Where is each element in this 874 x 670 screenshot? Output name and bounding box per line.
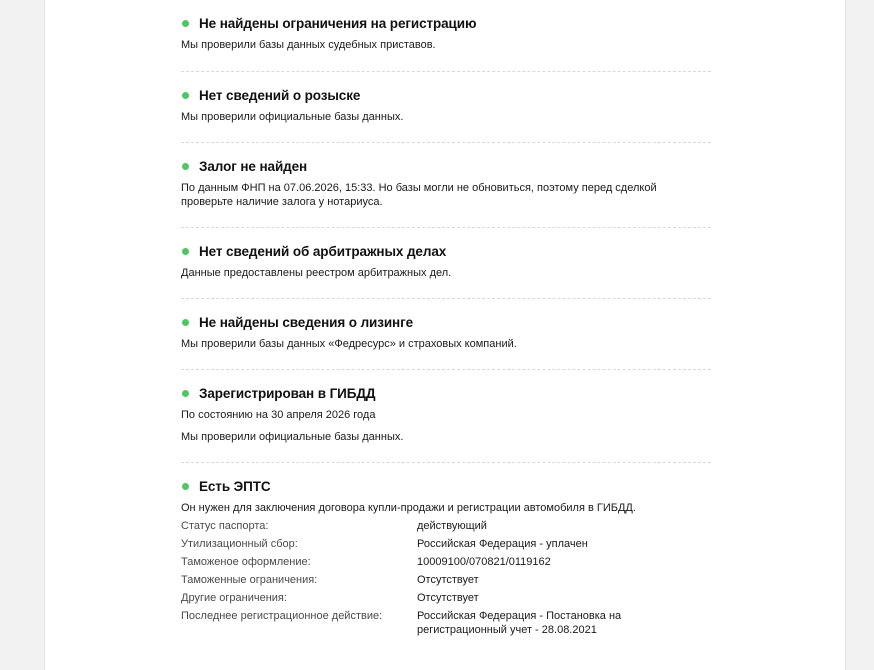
detail-value: Российская Федерация - уплачен xyxy=(417,538,588,550)
status-dot-icon xyxy=(182,163,189,170)
detail-value: Отсутствует xyxy=(417,574,479,586)
check-title: Не найдены сведения о лизинге xyxy=(199,314,414,330)
detail-key: Последнее регистрационное действие: xyxy=(181,610,383,622)
check-title: Нет сведений о розыске xyxy=(199,87,361,103)
detail-key: Другие ограничения: xyxy=(181,592,287,604)
epts-detail-row xyxy=(181,537,711,551)
check-pledge xyxy=(181,142,711,227)
detail-key: Утилизационный сбор: xyxy=(181,538,298,550)
detail-key: Таможенные ограничения: xyxy=(181,574,318,586)
check-registration-restrictions xyxy=(181,0,711,71)
detail-value: действующий xyxy=(417,520,487,532)
check-description: Мы проверили базы данных «Федресурс» и страховых компаний. xyxy=(181,338,517,350)
check-epts xyxy=(181,462,711,637)
status-dot-icon xyxy=(182,319,189,326)
status-dot-icon xyxy=(182,92,189,99)
check-description: Мы проверили базы данных судебных приставов. xyxy=(181,39,436,51)
check-description: Данные предоставлены реестром арбитражных дел. xyxy=(181,267,452,279)
status-dot-icon xyxy=(182,20,189,27)
epts-detail-row xyxy=(181,591,711,605)
detail-value: Отсутствует xyxy=(417,592,479,604)
check-title: Есть ЭПТС xyxy=(199,478,271,494)
epts-detail-row xyxy=(181,609,711,637)
check-title: Залог не найден xyxy=(199,158,308,174)
detail-key: Статус паспорта: xyxy=(181,520,269,532)
status-dot-icon xyxy=(182,483,189,490)
check-title: Не найдены ограничения на регистрацию xyxy=(199,15,477,31)
epts-details xyxy=(181,519,711,637)
report-content xyxy=(181,0,711,637)
epts-detail-row xyxy=(181,555,711,569)
report-card xyxy=(44,0,846,670)
check-description: По данным ФНП на 07.06.2026, 15:33. Но базы могли не обновиться, поэтому перед сделкой проверьте наличие залога у нотариуса. xyxy=(181,182,657,208)
detail-value: 10009100/070821/0119162 xyxy=(417,556,551,568)
check-leasing xyxy=(181,298,711,369)
check-description: Он нужен для заключения договора купли-продажи и регистрации автомобиля в ГИБДД. xyxy=(181,502,636,514)
status-dot-icon xyxy=(182,390,189,397)
check-wanted xyxy=(181,71,711,142)
check-description-secondary: Мы проверили официальные базы данных. xyxy=(181,431,404,443)
check-description: Мы проверили официальные базы данных. xyxy=(181,111,404,123)
check-gibdd-registration xyxy=(181,369,711,462)
check-description: По состоянию на 30 апреля 2026 года xyxy=(181,409,376,421)
status-dot-icon xyxy=(182,248,189,255)
check-title: Нет сведений об арбитражных делах xyxy=(199,243,447,259)
epts-detail-row xyxy=(181,519,711,533)
epts-detail-row xyxy=(181,573,711,587)
detail-key: Таможеное оформление: xyxy=(181,556,311,568)
check-arbitration xyxy=(181,227,711,298)
check-title: Зарегистрирован в ГИБДД xyxy=(199,385,376,401)
detail-value: Российская Федерация - Постановка на регистрационный учет - 28.08.2021 xyxy=(417,610,622,636)
